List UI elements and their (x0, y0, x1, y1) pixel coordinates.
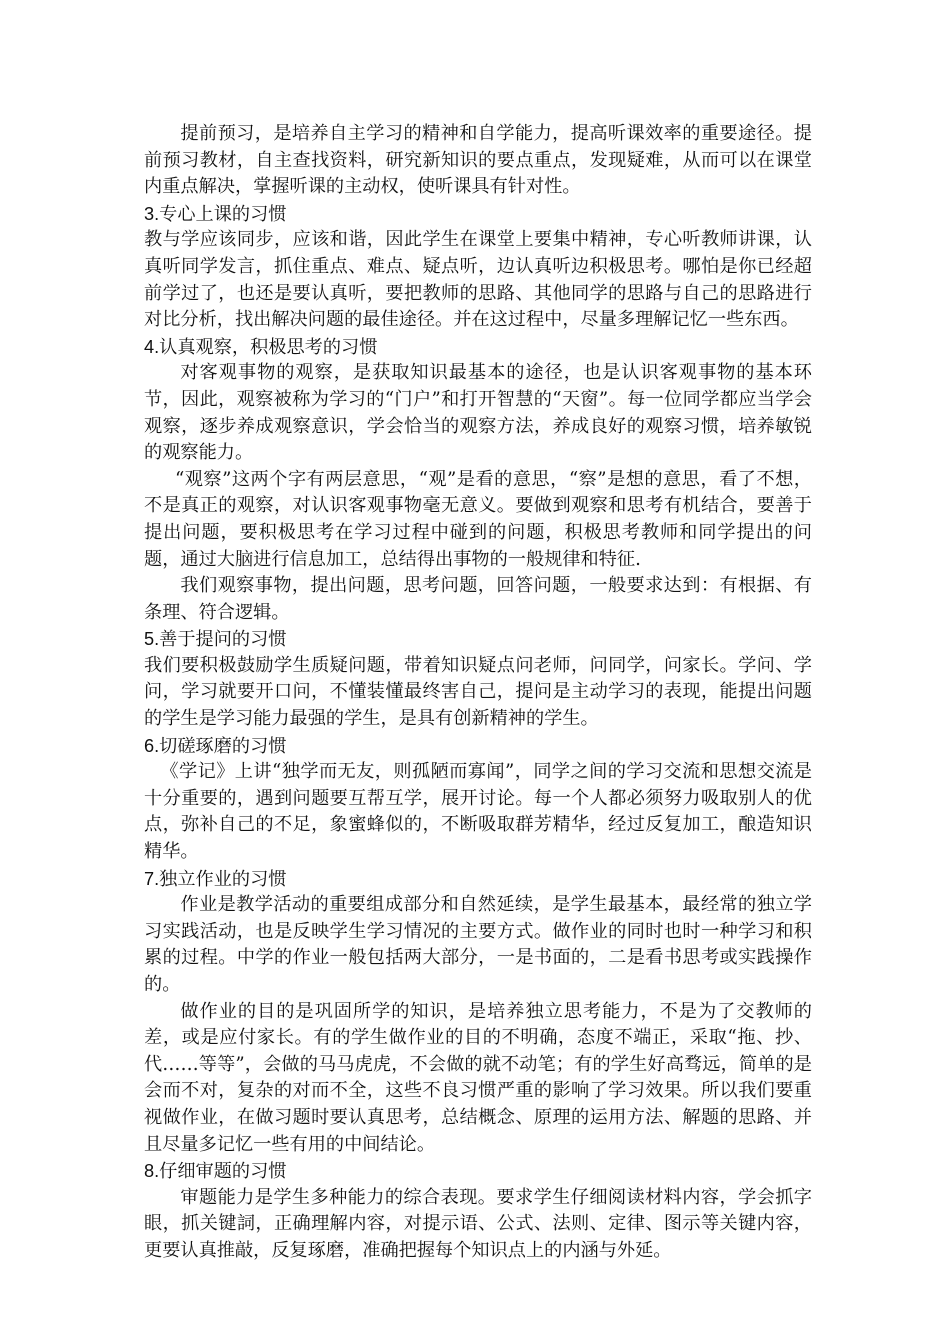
paragraph-homework-1: 作业是教学活动的重要组成部分和自然延续，是学生最基本，最经常的独立学习实践活动，也是反映学生学习情况的主要方式。做作业的同时也时一种学习和积累的过程。中学的作业一般包括两大部分，一是书面的，二是看书思考或实践操作的。 (144, 894, 812, 995)
heading-careful-reading: 8.仔细审题的习惯 (144, 1161, 287, 1182)
paragraph-observation-2: “观察”这两个字有两层意思，“观”是看的意思，“察”是想的意思，看了不想，不是真正的观察，对认识客观事物毫无意义。要做到观察和思考有机结合，要善于提出问题，要积极思考在学习过程中碰到的问题，积极思考教师和同学提出的问题，通过大脑进行信息加工，总结得出事物的一般规律和特征. (144, 468, 812, 570)
paragraph-preview: 提前预习，是培养自主学习的精神和自学能力，提高听课效率的重要途径。提前预习教材，自主查找资料，研究新知识的要点重点，发现疑难，从而可以在课堂内重点解决，掌握听课的主动权，使听课具有针对性。 (144, 123, 812, 198)
heading-observation-thinking: 4.认真观察，积极思考的习惯 (144, 336, 378, 357)
paragraph-observation-3: 我们观察事物，提出问题，思考问题，回答问题，一般要求达到：有根据、有条理、符合逻辑。 (144, 575, 812, 623)
heading-mutual-learning: 6.切磋琢磨的习惯 (144, 735, 287, 756)
paragraph-careful-reading: 审题能力是学生多种能力的综合表现。要求学生仔细阅读材料内容，学会抓字眼，抓关键詞，正确理解内容，对提示语、公式、法则、定律、图示等关键内容，更要认真推敲，反复琢磨，准确把握每个知识点上的内涵与外延。 (144, 1186, 812, 1261)
paragraph-attentive-class: 教与学应该同步，应该和谐，因此学生在课堂上要集中精神，专心听教师讲课，认真听同学发言，抓住重点、难点、疑点听，边认真听边积极思考。哪怕是你已经超前学过了，也还是要认真听，要把教师的思路、其他同学的思路与自己的思路进行对比分析，找出解决问题的最佳途径。并在这过程中，尽量多理解记忆一些东西。 (144, 229, 812, 331)
heading-independent-homework: 7.独立作业的习惯 (144, 868, 287, 889)
document-body (144, 121, 812, 1265)
paragraph-observation-1: 对客观事物的观察，是获取知识最基本的途径，也是认识客观事物的基本环节，因此，观察被称为学习的“门户”和打开智慧的“天窗”。每一位同学都应当学会观察，逐步养成观察意识，学会恰当的观察方法，养成良好的观察习惯，培养敏锐的观察能力。 (144, 362, 812, 464)
paragraph-mutual-learning: 《学记》上讲“独学而无友，则孤陋而寡闻”，同学之间的学习交流和思想交流是十分重要的，遇到问题要互帮互学，展开讨论。每一个人都必须努力吸取别人的优点，弥补自己的不足，象蜜蜂似的，不断吸取群芳精华，经过反复加工，酿造知识精华。 (144, 761, 812, 863)
heading-asking-questions: 5.善于提问的习惯 (144, 629, 287, 650)
heading-attentive-class: 3.专心上课的习惯 (144, 203, 287, 224)
paragraph-homework-2: 做作业的目的是巩固所学的知识，是培养独立思考能力，不是为了交教师的差，或是应付家长。有的学生做作业的目的不明确，态度不端正，采取“拖、抄、代……等等”，会做的马马虎虎，不会做的就不动笔；有的学生好高骛远，简单的是会而不对，复杂的对而不全，这些不良习惯严重的影响了学习效果。所以我们要重视做作业，在做习题时要认真思考，总结概念、原理的运用方法、解题的思路、并且尽量多记忆一些有用的中间结论。 (144, 1000, 812, 1155)
paragraph-asking-questions: 我们要积极鼓励学生质疑问题，带着知识疑点问老师，问同学，问家长。学问、学问，学习就要开口问，不懂装懂最终害自己，提问是主动学习的表现，能提出问题的学生是学习能力最强的学生，是具有创新精神的学生。 (144, 654, 812, 730)
